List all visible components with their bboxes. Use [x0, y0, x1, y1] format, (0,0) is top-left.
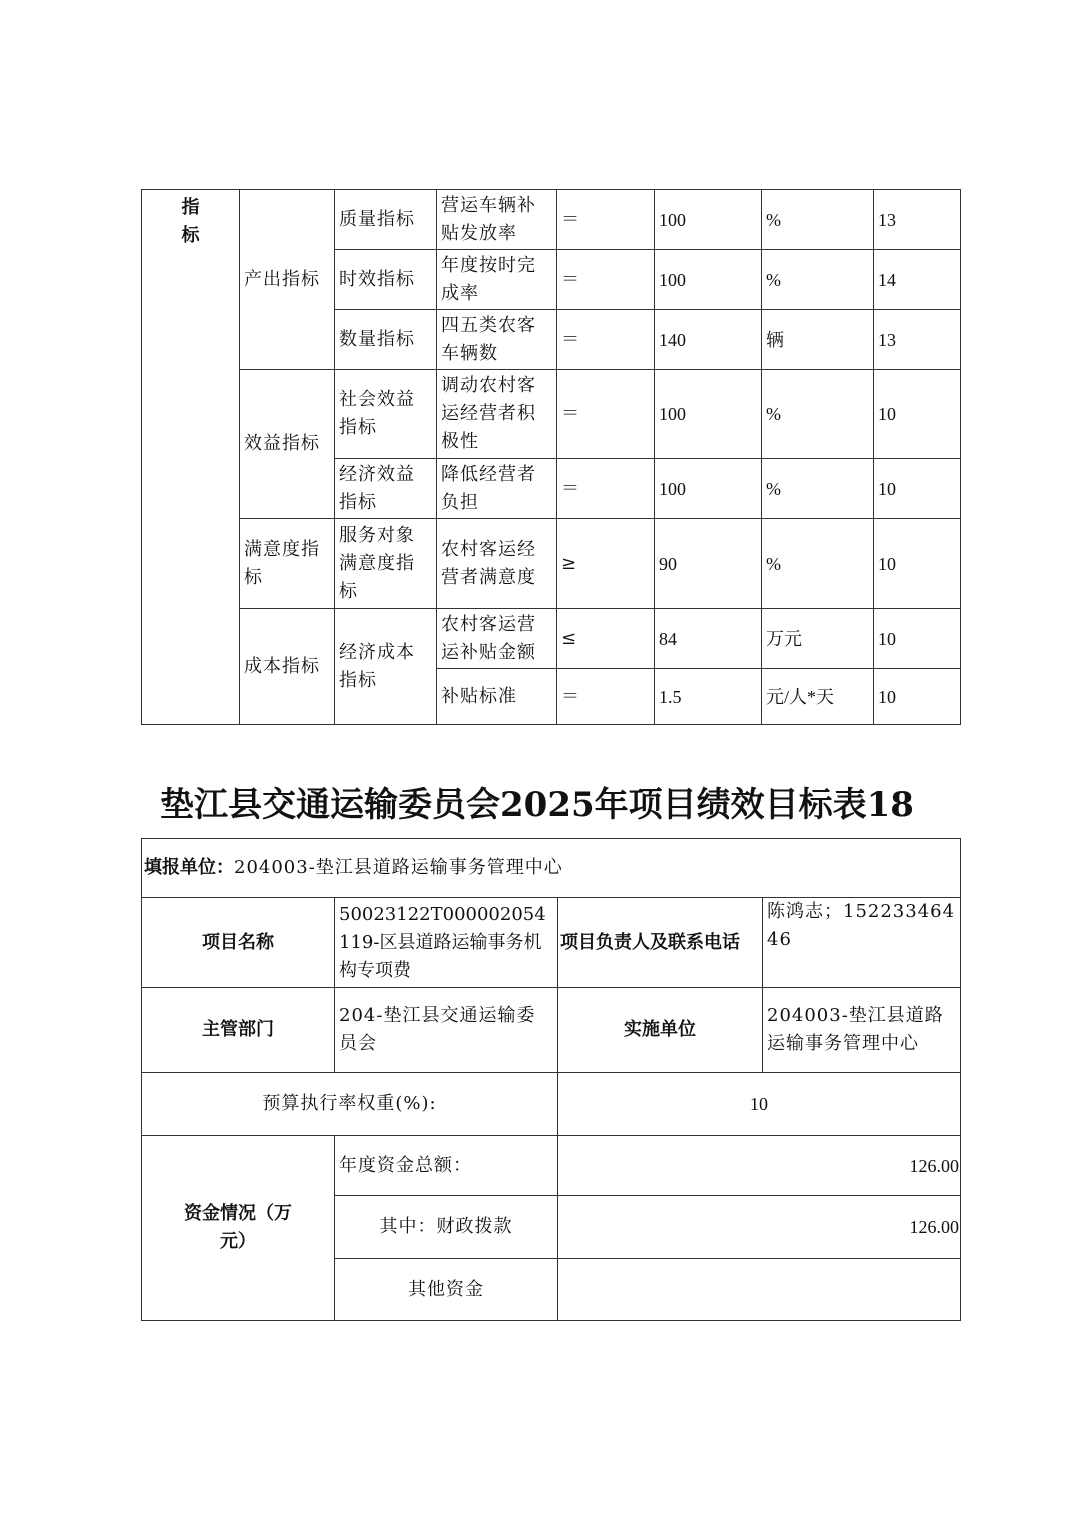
row3-name: 调动农村客运经营者积极性 [437, 370, 557, 459]
row1-unit: % [762, 250, 874, 310]
row7-weight: 10 [874, 669, 961, 725]
row5-value: 90 [655, 519, 762, 609]
row3-value: 100 [655, 370, 762, 459]
table-row [142, 519, 961, 609]
project-name-label: 项目名称 [142, 898, 335, 988]
row6-name: 农村客运营运补贴金额 [437, 609, 557, 669]
other-label: 其他资金 [335, 1259, 558, 1321]
table-row [142, 839, 961, 898]
row5-name: 农村客运经营者满意度 [437, 519, 557, 609]
group-cost: 成本指标 [240, 609, 335, 725]
row7-op: ＝ [557, 669, 655, 725]
row2-unit: 辆 [762, 310, 874, 370]
table-row [142, 898, 961, 988]
row2-name: 四五类农客车辆数 [437, 310, 557, 370]
row3-op: ＝ [557, 370, 655, 459]
row2-value: 140 [655, 310, 762, 370]
row5-sub: 服务对象满意度指标 [335, 519, 437, 609]
page-title: 垫江县交通运输委员会2025年项目绩效目标表18 [160, 785, 914, 825]
row7-unit: 元/人*天 [762, 669, 874, 725]
project-table [141, 838, 961, 1321]
row2-sub: 数量指标 [335, 310, 437, 370]
row6-weight: 10 [874, 609, 961, 669]
group-satisfaction: 满意度指标 [240, 519, 335, 609]
row5-op: ≥ [557, 519, 655, 609]
row2-weight: 13 [874, 310, 961, 370]
funds-label [142, 1136, 335, 1321]
table-row [142, 1136, 961, 1196]
project-name-value: 50023122T000002054119-区县道路运输事务机构专项费 [335, 898, 558, 988]
row2-op: ＝ [557, 310, 655, 370]
row4-name: 降低经营者负担 [437, 459, 557, 519]
row1-sub: 时效指标 [335, 250, 437, 310]
row0-name: 营运车辆补贴发放率 [437, 190, 557, 250]
fiscal-value: 126.00 [558, 1196, 961, 1259]
other-value [558, 1259, 961, 1321]
row4-sub: 经济效益指标 [335, 459, 437, 519]
row6-unit: 万元 [762, 609, 874, 669]
row6-op: ≤ [557, 609, 655, 669]
indicator-top-label [142, 190, 240, 725]
leader-label: 项目负责人及联系电话 [558, 898, 763, 988]
row0-unit: % [762, 190, 874, 250]
row1-op: ＝ [557, 250, 655, 310]
row5-unit: % [762, 519, 874, 609]
row3-sub: 社会效益指标 [335, 370, 437, 459]
leader-value: 陈鸿志；15223346446 [763, 898, 961, 988]
dept-label: 主管部门 [142, 988, 335, 1073]
indicator-table [141, 189, 961, 725]
fill-unit-cell [142, 839, 961, 898]
table-row [142, 609, 961, 669]
funds-label-text: 资金情况（万元） [184, 1203, 292, 1252]
row4-value: 100 [655, 459, 762, 519]
table-row [142, 370, 961, 459]
row1-weight: 14 [874, 250, 961, 310]
row3-weight: 10 [874, 370, 961, 459]
table-row [142, 1073, 961, 1136]
row6-value: 84 [655, 609, 762, 669]
impl-label: 实施单位 [558, 988, 763, 1073]
row1-value: 100 [655, 250, 762, 310]
annual-total-label: 年度资金总额： [335, 1136, 558, 1196]
row5-weight: 10 [874, 519, 961, 609]
budget-weight-value: 10 [558, 1073, 961, 1136]
row6-sub: 经济成本指标 [335, 609, 437, 725]
row7-value: 1.5 [655, 669, 762, 725]
dept-value: 204-垫江县交通运输委员会 [335, 988, 558, 1073]
annual-total-value: 126.00 [558, 1136, 961, 1196]
row4-unit: % [762, 459, 874, 519]
table-row [142, 190, 961, 250]
group-output: 产出指标 [240, 190, 335, 370]
row4-weight: 10 [874, 459, 961, 519]
row0-value: 100 [655, 190, 762, 250]
group-benefit: 效益指标 [240, 370, 335, 519]
fill-unit-value: 204003-垫江县道路运输事务管理中心 [234, 857, 563, 878]
row3-unit: % [762, 370, 874, 459]
table-row [142, 988, 961, 1073]
budget-weight-label: 预算执行率权重(%): [142, 1073, 558, 1136]
row0-op: ＝ [557, 190, 655, 250]
indicator-top-label-text: 指 标 [181, 197, 200, 246]
row1-name: 年度按时完成率 [437, 250, 557, 310]
row0-weight: 13 [874, 190, 961, 250]
row7-name: 补贴标准 [437, 669, 557, 725]
fiscal-label: 其中：财政拨款 [335, 1196, 558, 1259]
row0-sub: 质量指标 [335, 190, 437, 250]
fill-unit-label: 填报单位： [144, 857, 234, 878]
impl-value: 204003-垫江县道路运输事务管理中心 [763, 988, 961, 1073]
row4-op: ＝ [557, 459, 655, 519]
